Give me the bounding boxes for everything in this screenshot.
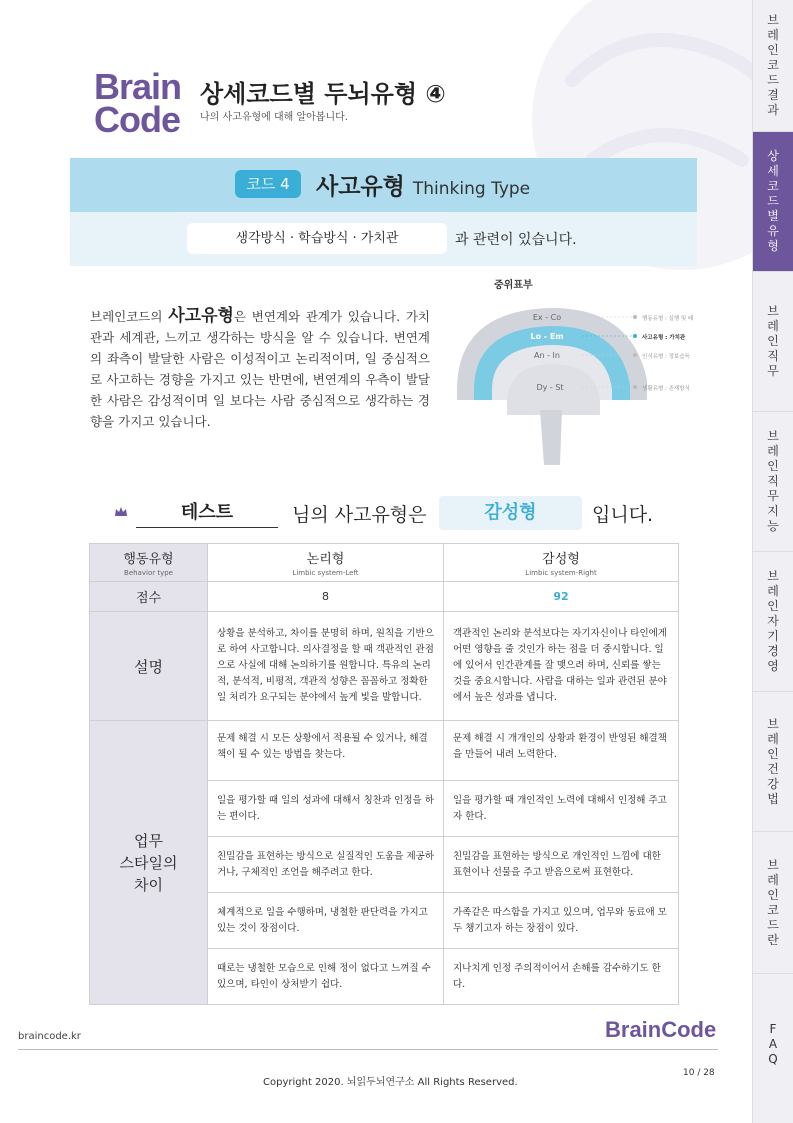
diagram-title: 중위표부 <box>494 280 533 291</box>
keyword-pill: 생각방식 · 학습방식 · 가치관 <box>187 223 447 254</box>
style-left-1: 문제 해결 시 모든 상황에서 적용될 수 있거나, 해결책이 될 수 있는 방법을 찾는다. <box>208 721 444 781</box>
tab-brain-self-management[interactable]: 브레인 자기경영 <box>753 552 793 692</box>
result-line <box>110 496 710 530</box>
layer-label-3: An - In <box>534 351 560 360</box>
user-name: 테스트 <box>136 498 278 528</box>
style-right-1: 문제 해결 시 개개인의 상황과 환경이 반영된 해결책을 만들어 내려 노력한다. <box>444 721 679 781</box>
page-number: 10 / 28 <box>683 1068 715 1078</box>
side-tab-nav <box>753 0 793 1123</box>
result-end-text: 입니다. <box>592 504 654 526</box>
table-header-row <box>90 544 679 582</box>
header-left-cell: 논리형 Limbic system-Left <box>208 544 444 582</box>
tab-brain-job-intelligence[interactable]: 브레인 직무지능 <box>753 412 793 552</box>
brain-stem <box>540 410 562 465</box>
keyword-suffix: 과 관련이 있습니다. <box>455 232 577 248</box>
score-label: 점수 <box>90 582 208 612</box>
footer-divider <box>18 1049 718 1050</box>
braincode-logo: Brain Code <box>94 66 182 140</box>
tab-about-braincode[interactable]: 브레인코드란 <box>753 832 793 974</box>
score-right: 92 <box>444 582 679 612</box>
footer-logo: BrainCode <box>605 1017 717 1042</box>
tab-faq[interactable]: FAQ <box>768 1021 778 1066</box>
intro-paragraph: 브레인코드의 사고유형은 변연계와 관계가 있습니다. 가치관과 세계관, 느끼고 생각하는 방식을 알 수 있습니다. 변연계의 좌측이 발달한 사람은 이성적이고 논리적이며, 일 중심적으로 사고하는 경향을 가지고 있는 반면에, 변연계의 우측이 발달한 사람은 감성적이며 일 보다는 사람 중심적으로 생각하는 경향을 가지고 있습니다. <box>90 306 430 429</box>
legend-1: 행동유형 : 실행 및 태 <box>642 316 694 322</box>
legend-2: 사고유형 : 가치관 <box>642 335 686 341</box>
crown-icon <box>114 506 128 518</box>
tab-detail-code-type[interactable]: 상세코드별 유형 <box>753 132 793 272</box>
score-left: 8 <box>208 582 444 612</box>
style-left-3: 친밀감을 표현하는 방식으로 실질적인 도움을 제공하거나, 구체적인 조언을 해주려고 한다. <box>208 837 444 893</box>
result-type-badge: 감성형 <box>439 496 582 530</box>
style-right-4: 가족같은 따스함을 가지고 있으며, 업무와 동료애 모두 챙기고자 하는 장점이 있다. <box>444 893 679 949</box>
layer-label-1: Ex - Co <box>532 313 562 322</box>
description-right: 객관적인 논리와 분석보다는 자기자신이나 타인에게 어떤 영향을 줄 것인가 하는 점을 더 중시합니다. 일에 있어서 인간관계를 잘 맺으려 하며, 신뢰를 쌓는 것을 중요시합니다. 사람을 대하는 일과 관련된 분야에서 높은 성과를 냅니다. <box>444 612 679 721</box>
work-style-label: 업무 스타일의 차이 <box>90 721 208 1005</box>
legend-3: 인식유형 : 정보습득 <box>642 354 690 360</box>
description-row <box>90 612 679 721</box>
comparison-table <box>89 543 679 1005</box>
style-right-3: 친밀감을 표현하는 방식으로 개인적인 느낌에 대한 표현이나 선물을 주고 받음으로써 표현한다. <box>444 837 679 893</box>
description-left: 상황을 분석하고, 차이를 분명히 하며, 원칙을 기반으로 하여 사고합니다. 의사결정을 할 때 객관적인 관점으로 사실에 대해 논의하기를 원합니다. 특유의 논리적, 분석적, 비평적, 객관적 성향은 꼼꼼하고 정확한 일 처리가 요구되는 분야에서 높게 빛을 발합니다. <box>208 612 444 721</box>
style-right-5: 지나치게 인정 주의적이어서 손해를 감수하기도 한다. <box>444 949 679 1005</box>
code-badge: 코드 4 <box>235 170 301 198</box>
style-left-2: 일을 평가할 때 일의 성과에 대해서 칭찬과 인정을 하는 편이다. <box>208 781 444 837</box>
description-label: 설명 <box>90 612 208 721</box>
legend-4: 생활유형 : 존재방식 <box>642 386 690 392</box>
layer-label-2: Lo - Em <box>530 332 564 341</box>
header-right-cell: 감성형 Limbic system-Right <box>444 544 679 582</box>
score-row <box>90 582 679 612</box>
page-title: 상세코드별 두뇌유형 ④ <box>200 80 446 108</box>
table-row <box>90 721 679 781</box>
tab-brain-health[interactable]: 브레인 건강법 <box>753 692 793 832</box>
copyright-text: Copyright 2020. 뇌읽두뇌연구소 All Rights Reserved. <box>263 1077 518 1088</box>
result-middle-text: 님의 사고유형은 <box>292 504 427 526</box>
layer-label-4: Dy - St <box>536 383 564 392</box>
style-left-4: 체계적으로 일을 수행하며, 냉철한 판단력을 가지고 있는 것이 장점이다. <box>208 893 444 949</box>
banner-title: 사고유형 Thinking Type <box>316 174 531 200</box>
tab-brain-job[interactable]: 브레인 직무 <box>753 272 793 412</box>
header-label-cell: 행동유형 Behavior type <box>90 544 208 582</box>
tab-braincode-result[interactable]: 브레인코드 결과 <box>753 0 793 132</box>
brain-layer-diagram <box>452 290 722 470</box>
page-subtitle: 나의 사고유형에 대해 알아봅니다. <box>200 112 348 123</box>
footer-url[interactable]: braincode.kr <box>18 1031 81 1042</box>
style-right-2: 일을 평가할 때 개인적인 노력에 대해서 인정해 주고자 한다. <box>444 781 679 837</box>
style-left-5: 때로는 냉철한 모습으로 인해 정이 없다고 느껴질 수 있으며, 타인이 상처받기 쉽다. <box>208 949 444 1005</box>
code-banner <box>70 158 697 266</box>
